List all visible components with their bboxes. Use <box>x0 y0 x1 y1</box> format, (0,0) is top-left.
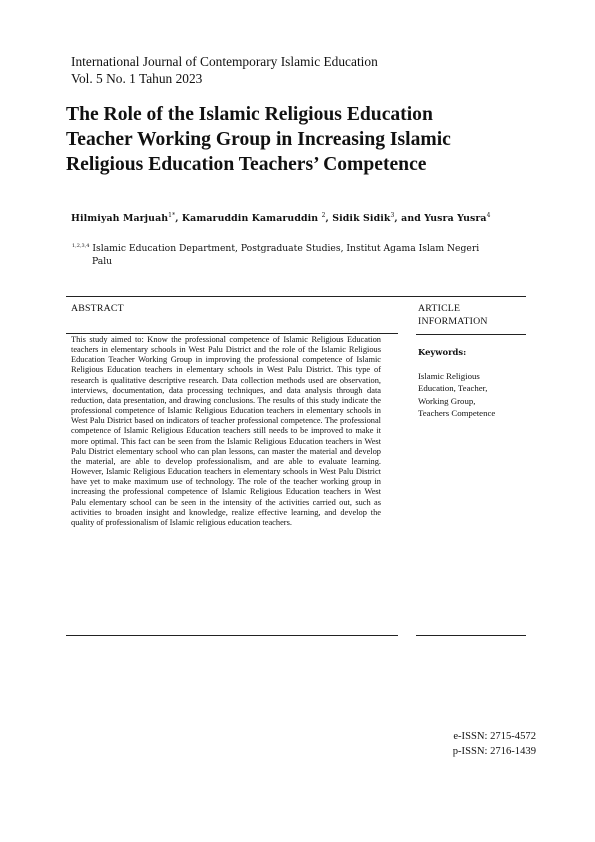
divider-abstract <box>66 333 398 334</box>
article-info-heading-line-2: INFORMATION <box>418 315 488 327</box>
abstract-text: This study aimed to: Know the professional competence of Islamic Religious Education teachers in elementary schools in West Palu District and the role of the Islamic Religious Education Teacher Working Group in improving the professional competence of Islamic Religious Education teachers in elementary schools in West Palu District. This type of research is qualitative descriptive research. Data collection methods used are observation, interviews, documentation, data processing techniques, and data analysis through data reduction, data presentation, and drawing conclusions. The results of this study indicate the professional competence of Islamic Religious Education teachers in elementary schools in West Palu District based on indicators of teacher professional competence. The professional competence of Islamic Religious Education teachers still needs to be improved to make it more optimal. This fact can be seen from the Islamic Religious Education teachers in West Palu District elementary school who can plan lessons, can master the material and develop the material, are able to develop professionalism, and are able to evaluate learning. However, Islamic Religious Education teachers in elementary schools in West Palu District have yet to make maximum use of technology. The role of the teacher working group in increasing the professional competence of Islamic Religious Education teachers in West Palu elementary school can be seen in the intensity of the activities carried out, such as activities to broaden insight and knowledge, realize effective learning, and develop the quality of professionalism of Islamic religious education teachers. <box>71 335 381 527</box>
author-name: Hilmiyah Marjuah <box>71 213 169 225</box>
journal-issue: Vol. 5 No. 1 Tahun 2023 <box>71 71 203 86</box>
affiliation-mark: 1,2,3,4 <box>72 243 90 249</box>
e-issn: e-ISSN: 2715-4572 <box>453 731 536 742</box>
keyword-line: Working Group, <box>418 395 476 406</box>
divider-top <box>66 296 526 297</box>
keywords-label: Keywords: <box>418 347 467 357</box>
divider-bottom <box>66 635 398 636</box>
paper-title <box>66 102 546 177</box>
affiliation-line-1: Islamic Education Department, Postgraduate Studies, Institut Agama Islam Negeri <box>92 243 480 254</box>
title-line-3: Religious Education Teachers’ Competence <box>66 154 427 175</box>
author-affiliation-mark: 3 <box>390 212 395 219</box>
keyword-line: Education, Teacher, <box>418 383 488 394</box>
affiliation <box>72 240 512 268</box>
divider-article-info <box>416 334 526 335</box>
keyword-line: Islamic Religious <box>418 371 480 381</box>
author-name: Kamaruddin Kamaruddin <box>181 213 322 225</box>
keyword-line: Teachers Competence <box>418 407 496 418</box>
author-list: Hilmiyah Marjuah$^{1*}$, Kamaruddin Kamaruddin $^2$, Sidik Sidik$^3$, and Yusra Yusra$^4$ <box>71 212 491 225</box>
abstract-heading: ABSTRACT <box>71 303 124 314</box>
title-line-2: Teacher Working Group in Increasing Islamic <box>66 129 451 150</box>
journal-header <box>71 53 378 87</box>
journal-name: International Journal of Contemporary Islamic Education <box>71 54 378 69</box>
article-info-heading <box>418 303 518 328</box>
article-info-heading-line-1: ARTICLE <box>418 303 461 314</box>
author-name: Sidik Sidik <box>332 213 391 225</box>
divider-bottom-info <box>416 635 526 636</box>
title-line-1: The Role of the Islamic Religious Education <box>66 104 433 125</box>
affiliation-line-2: Palu <box>92 256 113 267</box>
keywords-list <box>418 370 528 419</box>
issn-block <box>453 729 536 759</box>
author-name: Yusra Yusra <box>424 213 487 225</box>
author-affiliation-mark: 2 <box>321 212 326 219</box>
author-affiliation-mark: 4 <box>486 212 491 219</box>
p-issn: p-ISSN: 2716-1439 <box>452 746 536 757</box>
author-affiliation-mark: 1* <box>168 212 176 219</box>
